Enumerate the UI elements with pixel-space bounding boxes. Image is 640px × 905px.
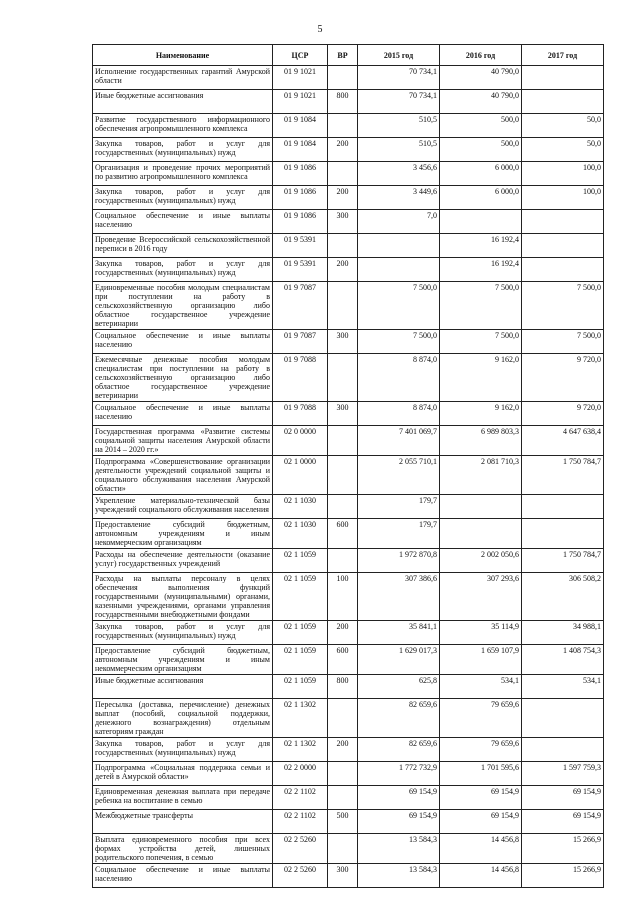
- row-vr-cell: [328, 549, 358, 573]
- row-csr-cell: 02 2 5260: [273, 834, 328, 864]
- row-vr-cell: [328, 162, 358, 186]
- header-2015: 2015 год: [358, 45, 440, 66]
- row-name-cell: Единовременная денежная выплата при передаче ребенка на воспитание в семью: [93, 786, 273, 810]
- row-name-cell: Ежемесячные денежные пособия молодым специалистам при поступлении на работу в сельскохозяйственную организацию либо областное государственное учреждение ветеринарии: [93, 354, 273, 402]
- row-2016-cell: 79 659,6: [440, 738, 522, 762]
- row-2016-cell: [440, 210, 522, 234]
- row-2017-cell: 69 154,9: [522, 810, 604, 834]
- row-name-cell: Единовременные пособия молодым специалистам при поступлении на работу в сельскохозяйственную организацию либо областное государственное учреждение ветеринарии: [93, 282, 273, 330]
- row-vr-cell: 200: [328, 738, 358, 762]
- table-row: [93, 738, 604, 762]
- row-2015-cell: 2 055 710,1: [358, 456, 440, 495]
- row-2015-cell: 70 734,1: [358, 90, 440, 114]
- row-vr-cell: [328, 66, 358, 90]
- row-name-cell: Социальное обеспечение и иные выплаты населению: [93, 864, 273, 888]
- row-csr-cell: 01 9 1084: [273, 114, 328, 138]
- row-csr-cell: 02 1 1059: [273, 573, 328, 621]
- row-2017-cell: 7 500,0: [522, 282, 604, 330]
- row-name-cell: Укрепление материально-технической базы учреждений социального обслуживания населения: [93, 495, 273, 519]
- row-csr-cell: 01 9 7087: [273, 282, 328, 330]
- row-csr-cell: 01 9 7087: [273, 330, 328, 354]
- table-row: [93, 621, 604, 645]
- table-row: [93, 90, 604, 114]
- table-row: [93, 456, 604, 495]
- row-csr-cell: 01 9 7088: [273, 402, 328, 426]
- row-2017-cell: [522, 258, 604, 282]
- row-csr-cell: 02 1 1302: [273, 699, 328, 738]
- row-vr-cell: 500: [328, 810, 358, 834]
- row-name-cell: Выплата единовременного пособия при всех формах устройства детей, лишенных родительского попечения, в семью: [93, 834, 273, 864]
- row-name-cell: Закупка товаров, работ и услуг для государственных (муниципальных) нужд: [93, 186, 273, 210]
- row-2016-cell: [440, 519, 522, 549]
- row-csr-cell: 01 9 1021: [273, 90, 328, 114]
- row-2015-cell: 8 874,0: [358, 402, 440, 426]
- row-name-cell: Предоставление субсидий бюджетным, автономным учреждениям и иным некоммерческим организациям: [93, 519, 273, 549]
- row-2016-cell: 6 989 803,3: [440, 426, 522, 456]
- row-2015-cell: 179,7: [358, 495, 440, 519]
- row-2017-cell: 15 266,9: [522, 834, 604, 864]
- row-name-cell: Подпрограмма «Социальная поддержка семьи и детей в Амурской области»: [93, 762, 273, 786]
- row-2016-cell: 500,0: [440, 138, 522, 162]
- row-name-cell: Расходы на выплаты персоналу в целях обеспечения выполнения функций государственными (муниципальными) органами, казенными учреждениями, органами управления государственными внебюджетными фондами: [93, 573, 273, 621]
- row-2015-cell: [358, 234, 440, 258]
- row-2016-cell: 14 456,8: [440, 834, 522, 864]
- row-vr-cell: [328, 282, 358, 330]
- row-vr-cell: [328, 762, 358, 786]
- row-2016-cell: 79 659,6: [440, 699, 522, 738]
- row-csr-cell: 02 1 0000: [273, 456, 328, 495]
- row-vr-cell: 200: [328, 186, 358, 210]
- row-vr-cell: 100: [328, 573, 358, 621]
- row-name-cell: Социальное обеспечение и иные выплаты населению: [93, 330, 273, 354]
- row-2015-cell: 1 972 870,8: [358, 549, 440, 573]
- table-body: [93, 66, 604, 888]
- row-csr-cell: 02 1 1059: [273, 621, 328, 645]
- row-2016-cell: 16 192,4: [440, 234, 522, 258]
- row-2017-cell: 50,0: [522, 114, 604, 138]
- row-vr-cell: 800: [328, 675, 358, 699]
- row-csr-cell: 02 2 1102: [273, 810, 328, 834]
- row-2016-cell: 35 114,9: [440, 621, 522, 645]
- row-name-cell: Социальное обеспечение и иные выплаты населению: [93, 210, 273, 234]
- row-vr-cell: 200: [328, 258, 358, 282]
- row-vr-cell: 300: [328, 330, 358, 354]
- row-2017-cell: 7 500,0: [522, 330, 604, 354]
- row-name-cell: Расходы на обеспечение деятельности (оказание услуг) государственных учреждений: [93, 549, 273, 573]
- row-2015-cell: 510,5: [358, 114, 440, 138]
- row-2017-cell: 4 647 638,4: [522, 426, 604, 456]
- row-2015-cell: [358, 258, 440, 282]
- row-name-cell: Иные бюджетные ассигнования: [93, 90, 273, 114]
- row-2016-cell: 307 293,6: [440, 573, 522, 621]
- row-name-cell: Закупка товаров, работ и услуг для государственных (муниципальных) нужд: [93, 738, 273, 762]
- row-vr-cell: [328, 426, 358, 456]
- row-vr-cell: 600: [328, 645, 358, 675]
- header-2017: 2017 год: [522, 45, 604, 66]
- table-row: [93, 645, 604, 675]
- row-2015-cell: 13 584,3: [358, 864, 440, 888]
- row-2017-cell: 1 408 754,3: [522, 645, 604, 675]
- row-2017-cell: [522, 210, 604, 234]
- row-csr-cell: 01 9 7088: [273, 354, 328, 402]
- row-2015-cell: 69 154,9: [358, 810, 440, 834]
- row-2017-cell: 34 988,1: [522, 621, 604, 645]
- table-row: [93, 234, 604, 258]
- row-2017-cell: 100,0: [522, 186, 604, 210]
- row-csr-cell: 02 1 1059: [273, 645, 328, 675]
- row-name-cell: Закупка товаров, работ и услуг для государственных (муниципальных) нужд: [93, 621, 273, 645]
- row-csr-cell: 01 9 5391: [273, 234, 328, 258]
- row-vr-cell: 600: [328, 519, 358, 549]
- row-2015-cell: 35 841,1: [358, 621, 440, 645]
- row-vr-cell: 800: [328, 90, 358, 114]
- row-2016-cell: 6 000,0: [440, 162, 522, 186]
- row-name-cell: Социальное обеспечение и иные выплаты населению: [93, 402, 273, 426]
- row-2015-cell: 307 386,6: [358, 573, 440, 621]
- row-2016-cell: 16 192,4: [440, 258, 522, 282]
- table-row: [93, 162, 604, 186]
- row-2016-cell: 69 154,9: [440, 786, 522, 810]
- table-row: [93, 258, 604, 282]
- row-2017-cell: 50,0: [522, 138, 604, 162]
- row-name-cell: Государственная программа «Развитие системы социальной защиты населения Амурской области на 2014 – 2020 гг.»: [93, 426, 273, 456]
- table-row: [93, 810, 604, 834]
- header-2016: 2016 год: [440, 45, 522, 66]
- table-row: [93, 699, 604, 738]
- table-row: [93, 138, 604, 162]
- row-2017-cell: 69 154,9: [522, 786, 604, 810]
- row-2017-cell: [522, 234, 604, 258]
- header-vr: ВР: [328, 45, 358, 66]
- row-name-cell: Предоставление субсидий бюджетным, автономным учреждениям и иным некоммерческим организациям: [93, 645, 273, 675]
- table-row: [93, 549, 604, 573]
- row-name-cell: Иные бюджетные ассигнования: [93, 675, 273, 699]
- row-2015-cell: 3 456,6: [358, 162, 440, 186]
- row-csr-cell: 01 9 1086: [273, 186, 328, 210]
- table-row: [93, 675, 604, 699]
- row-vr-cell: 200: [328, 621, 358, 645]
- row-2017-cell: 1 750 784,7: [522, 549, 604, 573]
- table-row: [93, 402, 604, 426]
- table-row: [93, 114, 604, 138]
- row-vr-cell: [328, 699, 358, 738]
- row-csr-cell: 02 1 1030: [273, 495, 328, 519]
- row-csr-cell: 02 1 1059: [273, 675, 328, 699]
- row-csr-cell: 02 2 0000: [273, 762, 328, 786]
- table-row: [93, 66, 604, 90]
- row-2015-cell: 7 401 069,7: [358, 426, 440, 456]
- table-row: [93, 834, 604, 864]
- table-row: [93, 426, 604, 456]
- row-csr-cell: 02 1 1059: [273, 549, 328, 573]
- row-2015-cell: 510,5: [358, 138, 440, 162]
- row-2016-cell: 69 154,9: [440, 810, 522, 834]
- row-2015-cell: 7 500,0: [358, 330, 440, 354]
- row-csr-cell: 02 0 0000: [273, 426, 328, 456]
- row-name-cell: Проведение Всероссийской сельскохозяйственной переписи в 2016 году: [93, 234, 273, 258]
- row-vr-cell: [328, 456, 358, 495]
- row-csr-cell: 01 9 1086: [273, 210, 328, 234]
- row-name-cell: Исполнение государственных гарантий Амурской области: [93, 66, 273, 90]
- row-2015-cell: 1 629 017,3: [358, 645, 440, 675]
- row-2016-cell: 40 790,0: [440, 66, 522, 90]
- row-name-cell: Закупка товаров, работ и услуг для государственных (муниципальных) нужд: [93, 258, 273, 282]
- table-row: [93, 330, 604, 354]
- row-name-cell: Межбюджетные трансферты: [93, 810, 273, 834]
- row-vr-cell: [328, 114, 358, 138]
- row-vr-cell: [328, 786, 358, 810]
- row-csr-cell: 02 1 1030: [273, 519, 328, 549]
- table-row: [93, 186, 604, 210]
- row-2017-cell: [522, 66, 604, 90]
- table-row: [93, 282, 604, 330]
- table-row: [93, 573, 604, 621]
- row-2016-cell: [440, 495, 522, 519]
- table-row: [93, 519, 604, 549]
- row-2016-cell: 40 790,0: [440, 90, 522, 114]
- row-vr-cell: [328, 354, 358, 402]
- row-csr-cell: 02 2 1102: [273, 786, 328, 810]
- row-name-cell: Пересылка (доставка, перечисление) денежных выплат (пособий, социальной поддержки, денежного вознаграждения) отдельным категориям граждан: [93, 699, 273, 738]
- row-name-cell: Подпрограмма «Совершенствование организации деятельности учреждений социальной защиты и социального обслуживания населения Амурской области»: [93, 456, 273, 495]
- row-vr-cell: [328, 495, 358, 519]
- row-name-cell: Организация и проведение прочих мероприятий по развитию агропромышленного комплекса: [93, 162, 273, 186]
- row-2016-cell: 534,1: [440, 675, 522, 699]
- row-2017-cell: 534,1: [522, 675, 604, 699]
- row-2017-cell: 9 720,0: [522, 354, 604, 402]
- row-2015-cell: 70 734,1: [358, 66, 440, 90]
- row-2015-cell: 7,0: [358, 210, 440, 234]
- row-vr-cell: 300: [328, 864, 358, 888]
- row-2015-cell: 7 500,0: [358, 282, 440, 330]
- row-2016-cell: 7 500,0: [440, 330, 522, 354]
- row-2016-cell: 2 081 710,3: [440, 456, 522, 495]
- page-number: 5: [317, 24, 323, 35]
- table-row: [93, 495, 604, 519]
- row-2017-cell: [522, 699, 604, 738]
- row-2016-cell: 9 162,0: [440, 402, 522, 426]
- table-row: [93, 864, 604, 888]
- row-csr-cell: 02 1 1302: [273, 738, 328, 762]
- header-name: Наименование: [93, 45, 273, 66]
- row-vr-cell: [328, 834, 358, 864]
- table-header-row: [93, 45, 604, 66]
- row-2015-cell: 69 154,9: [358, 786, 440, 810]
- budget-table: [92, 44, 604, 888]
- row-2017-cell: [522, 519, 604, 549]
- row-2015-cell: 82 659,6: [358, 699, 440, 738]
- table-row: [93, 210, 604, 234]
- row-2016-cell: 7 500,0: [440, 282, 522, 330]
- row-2017-cell: [522, 90, 604, 114]
- row-2015-cell: 3 449,6: [358, 186, 440, 210]
- table-row: [93, 762, 604, 786]
- row-2016-cell: 1 701 595,6: [440, 762, 522, 786]
- row-csr-cell: 01 9 5391: [273, 258, 328, 282]
- row-name-cell: Закупка товаров, работ и услуг для государственных (муниципальных) нужд: [93, 138, 273, 162]
- row-2017-cell: 1 597 759,3: [522, 762, 604, 786]
- row-2015-cell: 625,8: [358, 675, 440, 699]
- row-2017-cell: 306 508,2: [522, 573, 604, 621]
- row-2017-cell: 100,0: [522, 162, 604, 186]
- row-csr-cell: 02 2 5260: [273, 864, 328, 888]
- row-2015-cell: 82 659,6: [358, 738, 440, 762]
- row-2015-cell: 13 584,3: [358, 834, 440, 864]
- row-csr-cell: 01 9 1084: [273, 138, 328, 162]
- row-2017-cell: 15 266,9: [522, 864, 604, 888]
- row-2015-cell: 8 874,0: [358, 354, 440, 402]
- row-2017-cell: [522, 738, 604, 762]
- row-2016-cell: 14 456,8: [440, 864, 522, 888]
- row-2017-cell: 9 720,0: [522, 402, 604, 426]
- row-2016-cell: 1 659 107,9: [440, 645, 522, 675]
- row-csr-cell: 01 9 1021: [273, 66, 328, 90]
- row-2017-cell: [522, 495, 604, 519]
- table-row: [93, 786, 604, 810]
- row-2017-cell: 1 750 784,7: [522, 456, 604, 495]
- row-vr-cell: [328, 234, 358, 258]
- row-name-cell: Развитие государственного информационного обеспечения агропромышленного комплекса: [93, 114, 273, 138]
- row-2016-cell: 500,0: [440, 114, 522, 138]
- row-vr-cell: 200: [328, 138, 358, 162]
- row-vr-cell: 300: [328, 210, 358, 234]
- row-2015-cell: 1 772 732,9: [358, 762, 440, 786]
- row-2016-cell: 9 162,0: [440, 354, 522, 402]
- row-csr-cell: 01 9 1086: [273, 162, 328, 186]
- header-csr: ЦСР: [273, 45, 328, 66]
- table-row: [93, 354, 604, 402]
- row-2016-cell: 6 000,0: [440, 186, 522, 210]
- row-2015-cell: 179,7: [358, 519, 440, 549]
- row-2016-cell: 2 002 050,6: [440, 549, 522, 573]
- row-vr-cell: 300: [328, 402, 358, 426]
